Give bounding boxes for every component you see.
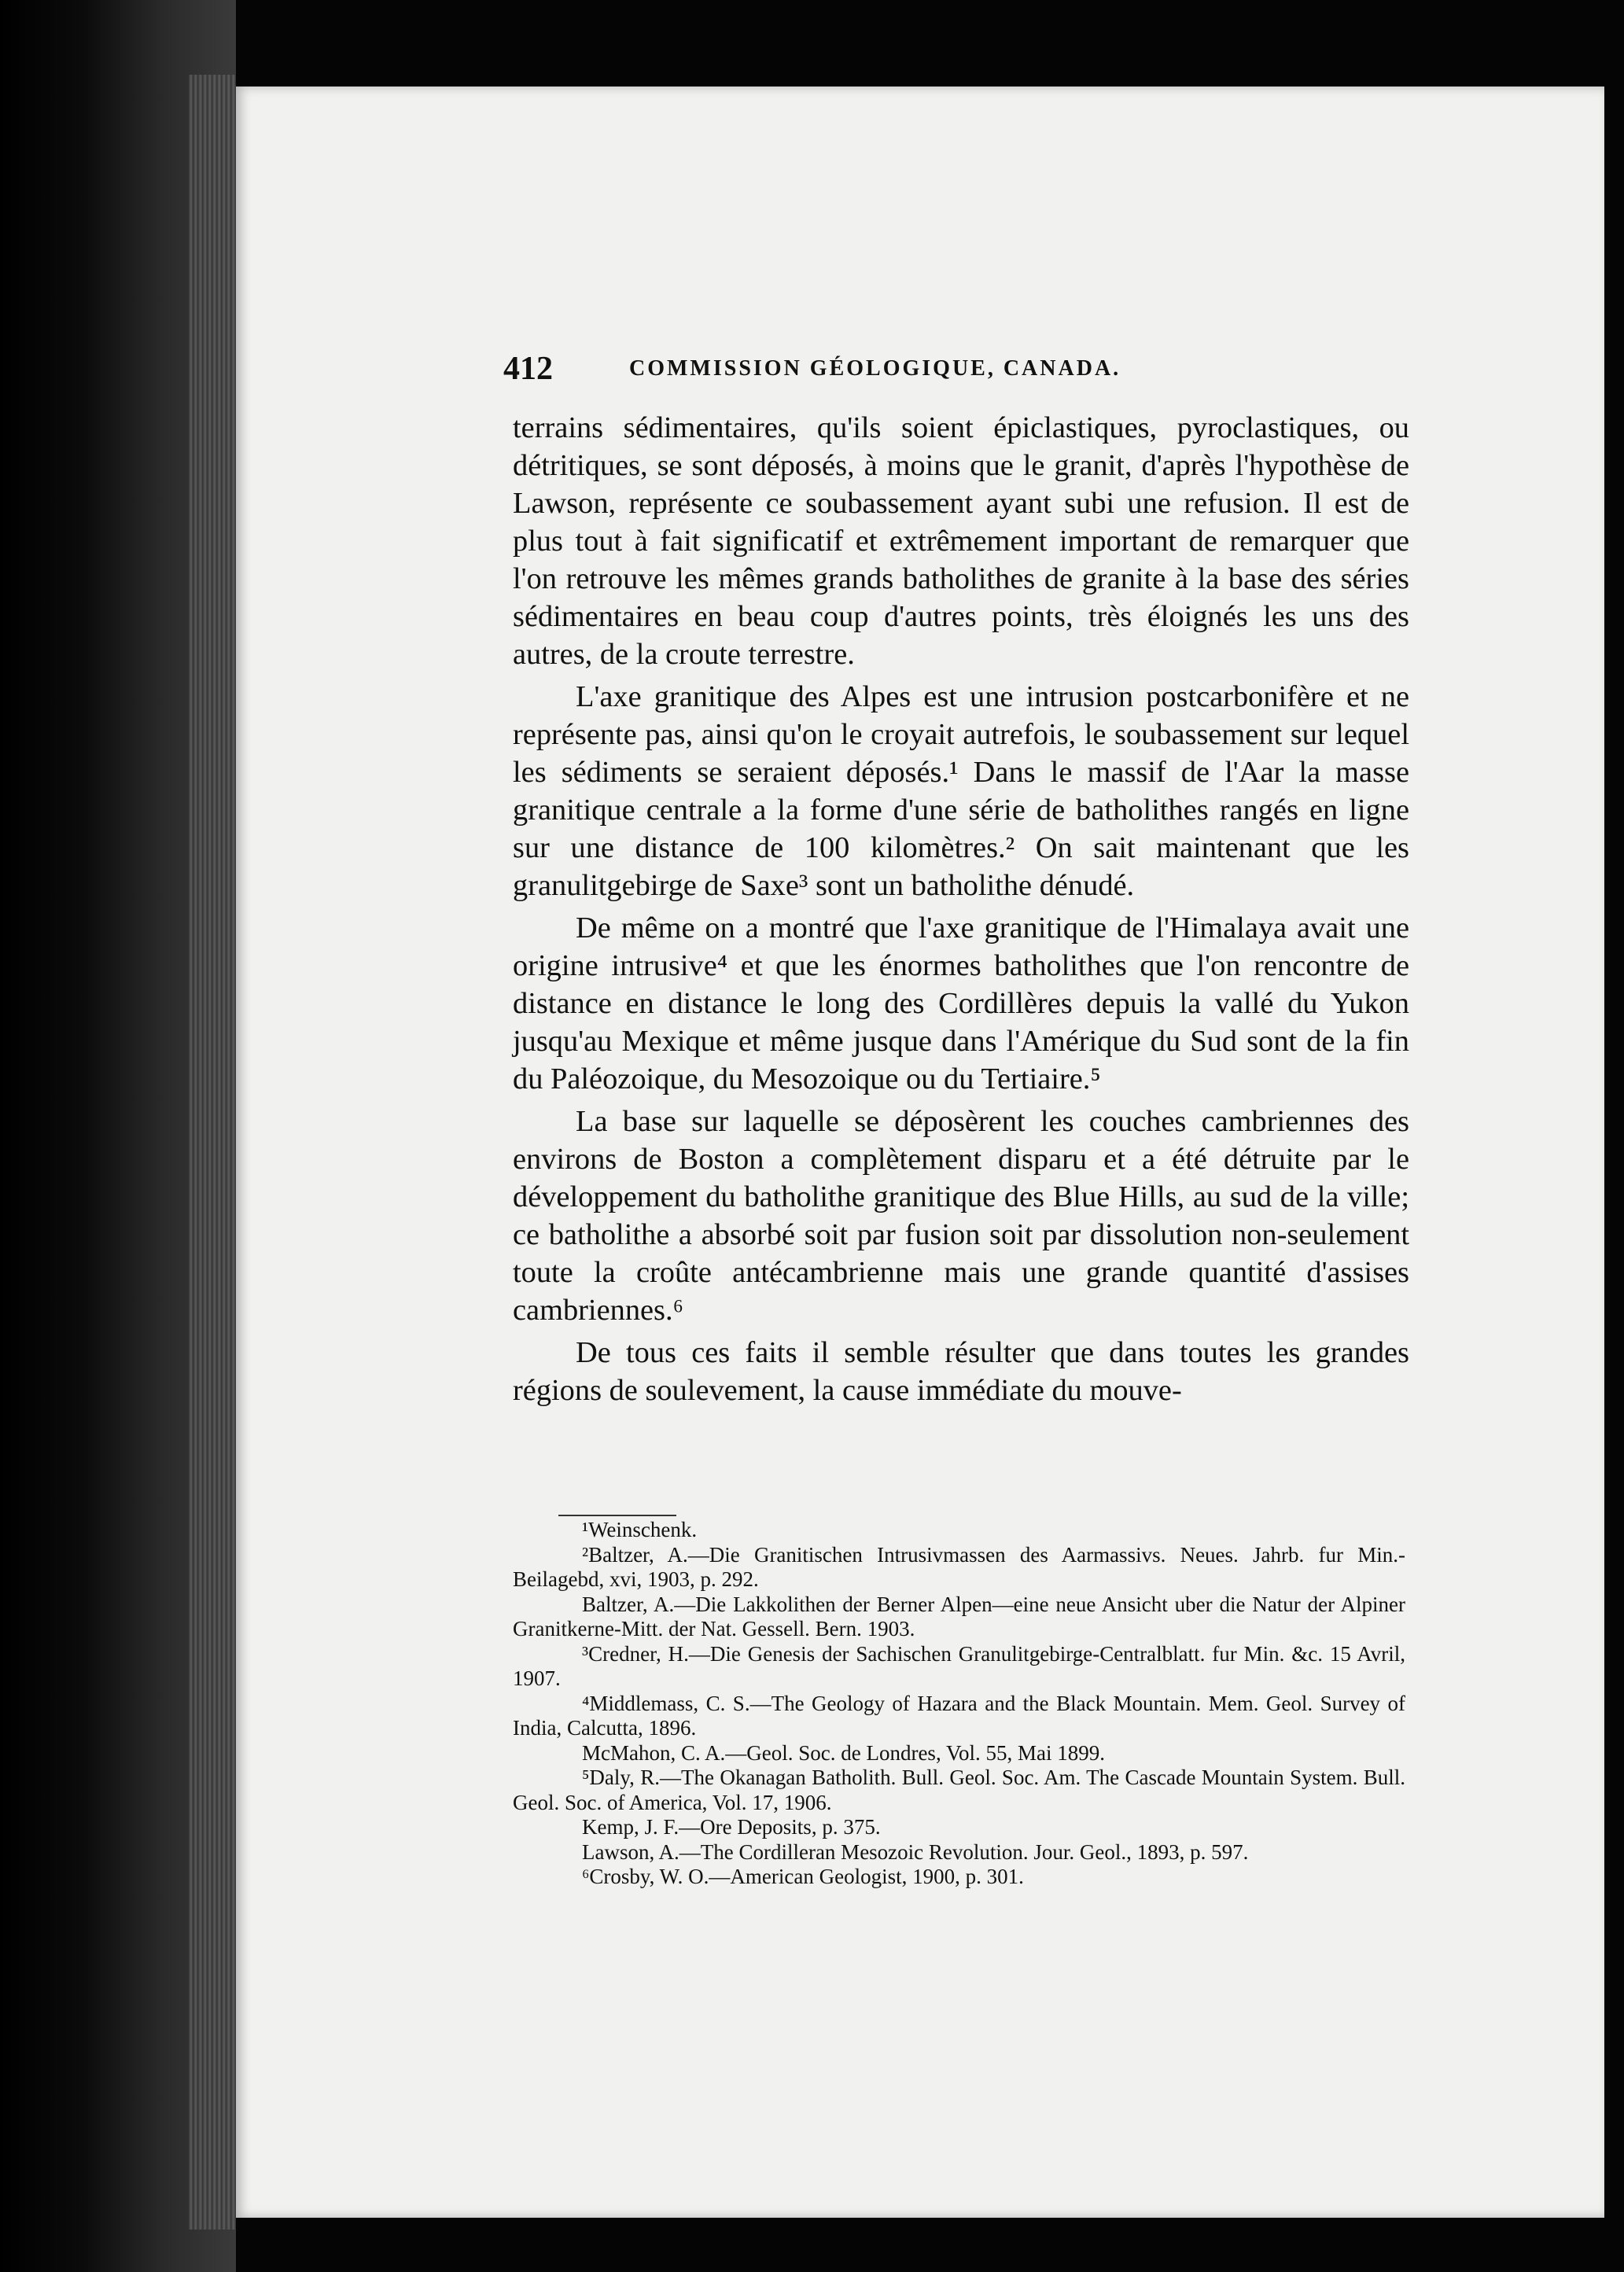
footnote: Lawson, A.—The Cordilleran Mesozoic Revolution. Jour. Geol., 1893, p. 597. xyxy=(582,1839,1249,1864)
paragraph: De même on a montré que l'axe granitique de l'Himalaya avait une origine intrusive⁴ et que les énormes batholithes que l'on rencontre de distance en distance le long des Cordillères depuis la vallé du Yukon jusqu'au Mexique et même jusque dans l'Amérique du Sud sont de la fin du Paléozoique, du Mesozoique ou du Tertiaire.⁵ xyxy=(513,911,1409,1095)
page-number: 412 xyxy=(503,351,553,387)
running-head: COMMISSION GÉOLOGIQUE, CANADA. xyxy=(629,356,1121,381)
paragraph: La base sur laquelle se déposèrent les couches cambriennes des environs de Boston a complètement disparu et a été détruite par le développement du batholithe granitique des Blue Hills, au sud de la ville; ce batholithe a absorbé soit par fusion soit par dissolution non-seulement toute la croûte antécambrienne mais une grande quantité d'assises cambriennes.⁶ xyxy=(513,1105,1409,1327)
footnote: ³Credner, H.—Die Genesis der Sachischen Granulitgebirge-Centralblatt. fur Min. &c. 15 Avril, 1907. xyxy=(513,1641,1405,1690)
footnotes xyxy=(513,1518,1405,1890)
footnote: ⁶Crosby, W. O.—American Geologist, 1900, p. 301. xyxy=(582,1865,1024,1888)
body-text xyxy=(513,409,1409,1414)
footnote: ¹Weinschenk. xyxy=(582,1518,698,1541)
page-edge-stack xyxy=(189,75,236,2230)
paragraph: terrains sédimentaires, qu'ils soient épiclastiques, pyroclastiques, ou détritiques, se sont déposés, à moins que le granit, d'après l'hypothèse de Lawson, représente ce soubassement ayant subi une refusion. Il est de plus tout à fait significatif et extrêmement important de remarquer que l'on retrouve les mêmes grands batholithes de granite à la base des séries sédimentaires en beau coup d'autres points, très éloignés les uns des autres, de la croute terrestre. xyxy=(513,411,1409,671)
page-header xyxy=(503,350,1195,394)
footnote-rule xyxy=(558,1515,676,1516)
paragraph: De tous ces faits il semble résulter que dans toutes les grandes régions de soulevement, la cause immédiate du mouve- xyxy=(513,1336,1409,1407)
footnote: ⁵Daly, R.—The Okanagan Batholith. Bull. Geol. Soc. Am. The Cascade Mountain System. Bull. Geol. Soc. of America, Vol. 17, 1906. xyxy=(513,1766,1405,1814)
footnote: McMahon, C. A.—Geol. Soc. de Londres, Vol. 55, Mai 1899. xyxy=(582,1740,1105,1765)
paragraph: L'axe granitique des Alpes est une intrusion postcarbonifère et ne représente pas, ainsi qu'on le croyait autrefois, le soubassement sur lequel les sédiments se seraient déposés.¹ Dans le massif de l'Aar la masse granitique centrale a la forme d'une série de batholithes rangés en ligne sur une distance de 100 kilomètres.² On sait maintenant que les granulitgebirge de Saxe³ sont un batholithe dénudé. xyxy=(513,680,1409,902)
footnote: ²Baltzer, A.—Die Granitischen Intrusivmassen des Aarmassivs. Neues. Jahrb. fur Min.-Beilagebd, xvi, 1903, p. 292. xyxy=(513,1542,1405,1591)
footnote: Kemp, J. F.—Ore Deposits, p. 375. xyxy=(582,1815,881,1839)
footnote: ⁴Middlemass, C. S.—The Geology of Hazara and the Black Mountain. Mem. Geol. Survey of India, Calcutta, 1896. xyxy=(513,1691,1405,1740)
footnote: Baltzer, A.—Die Lakkolithen der Berner Alpen—eine neue Ansicht uber die Natur der Alpiner Granitkerne-Mitt. der Nat. Gessell. Bern. 1903. xyxy=(513,1592,1405,1640)
